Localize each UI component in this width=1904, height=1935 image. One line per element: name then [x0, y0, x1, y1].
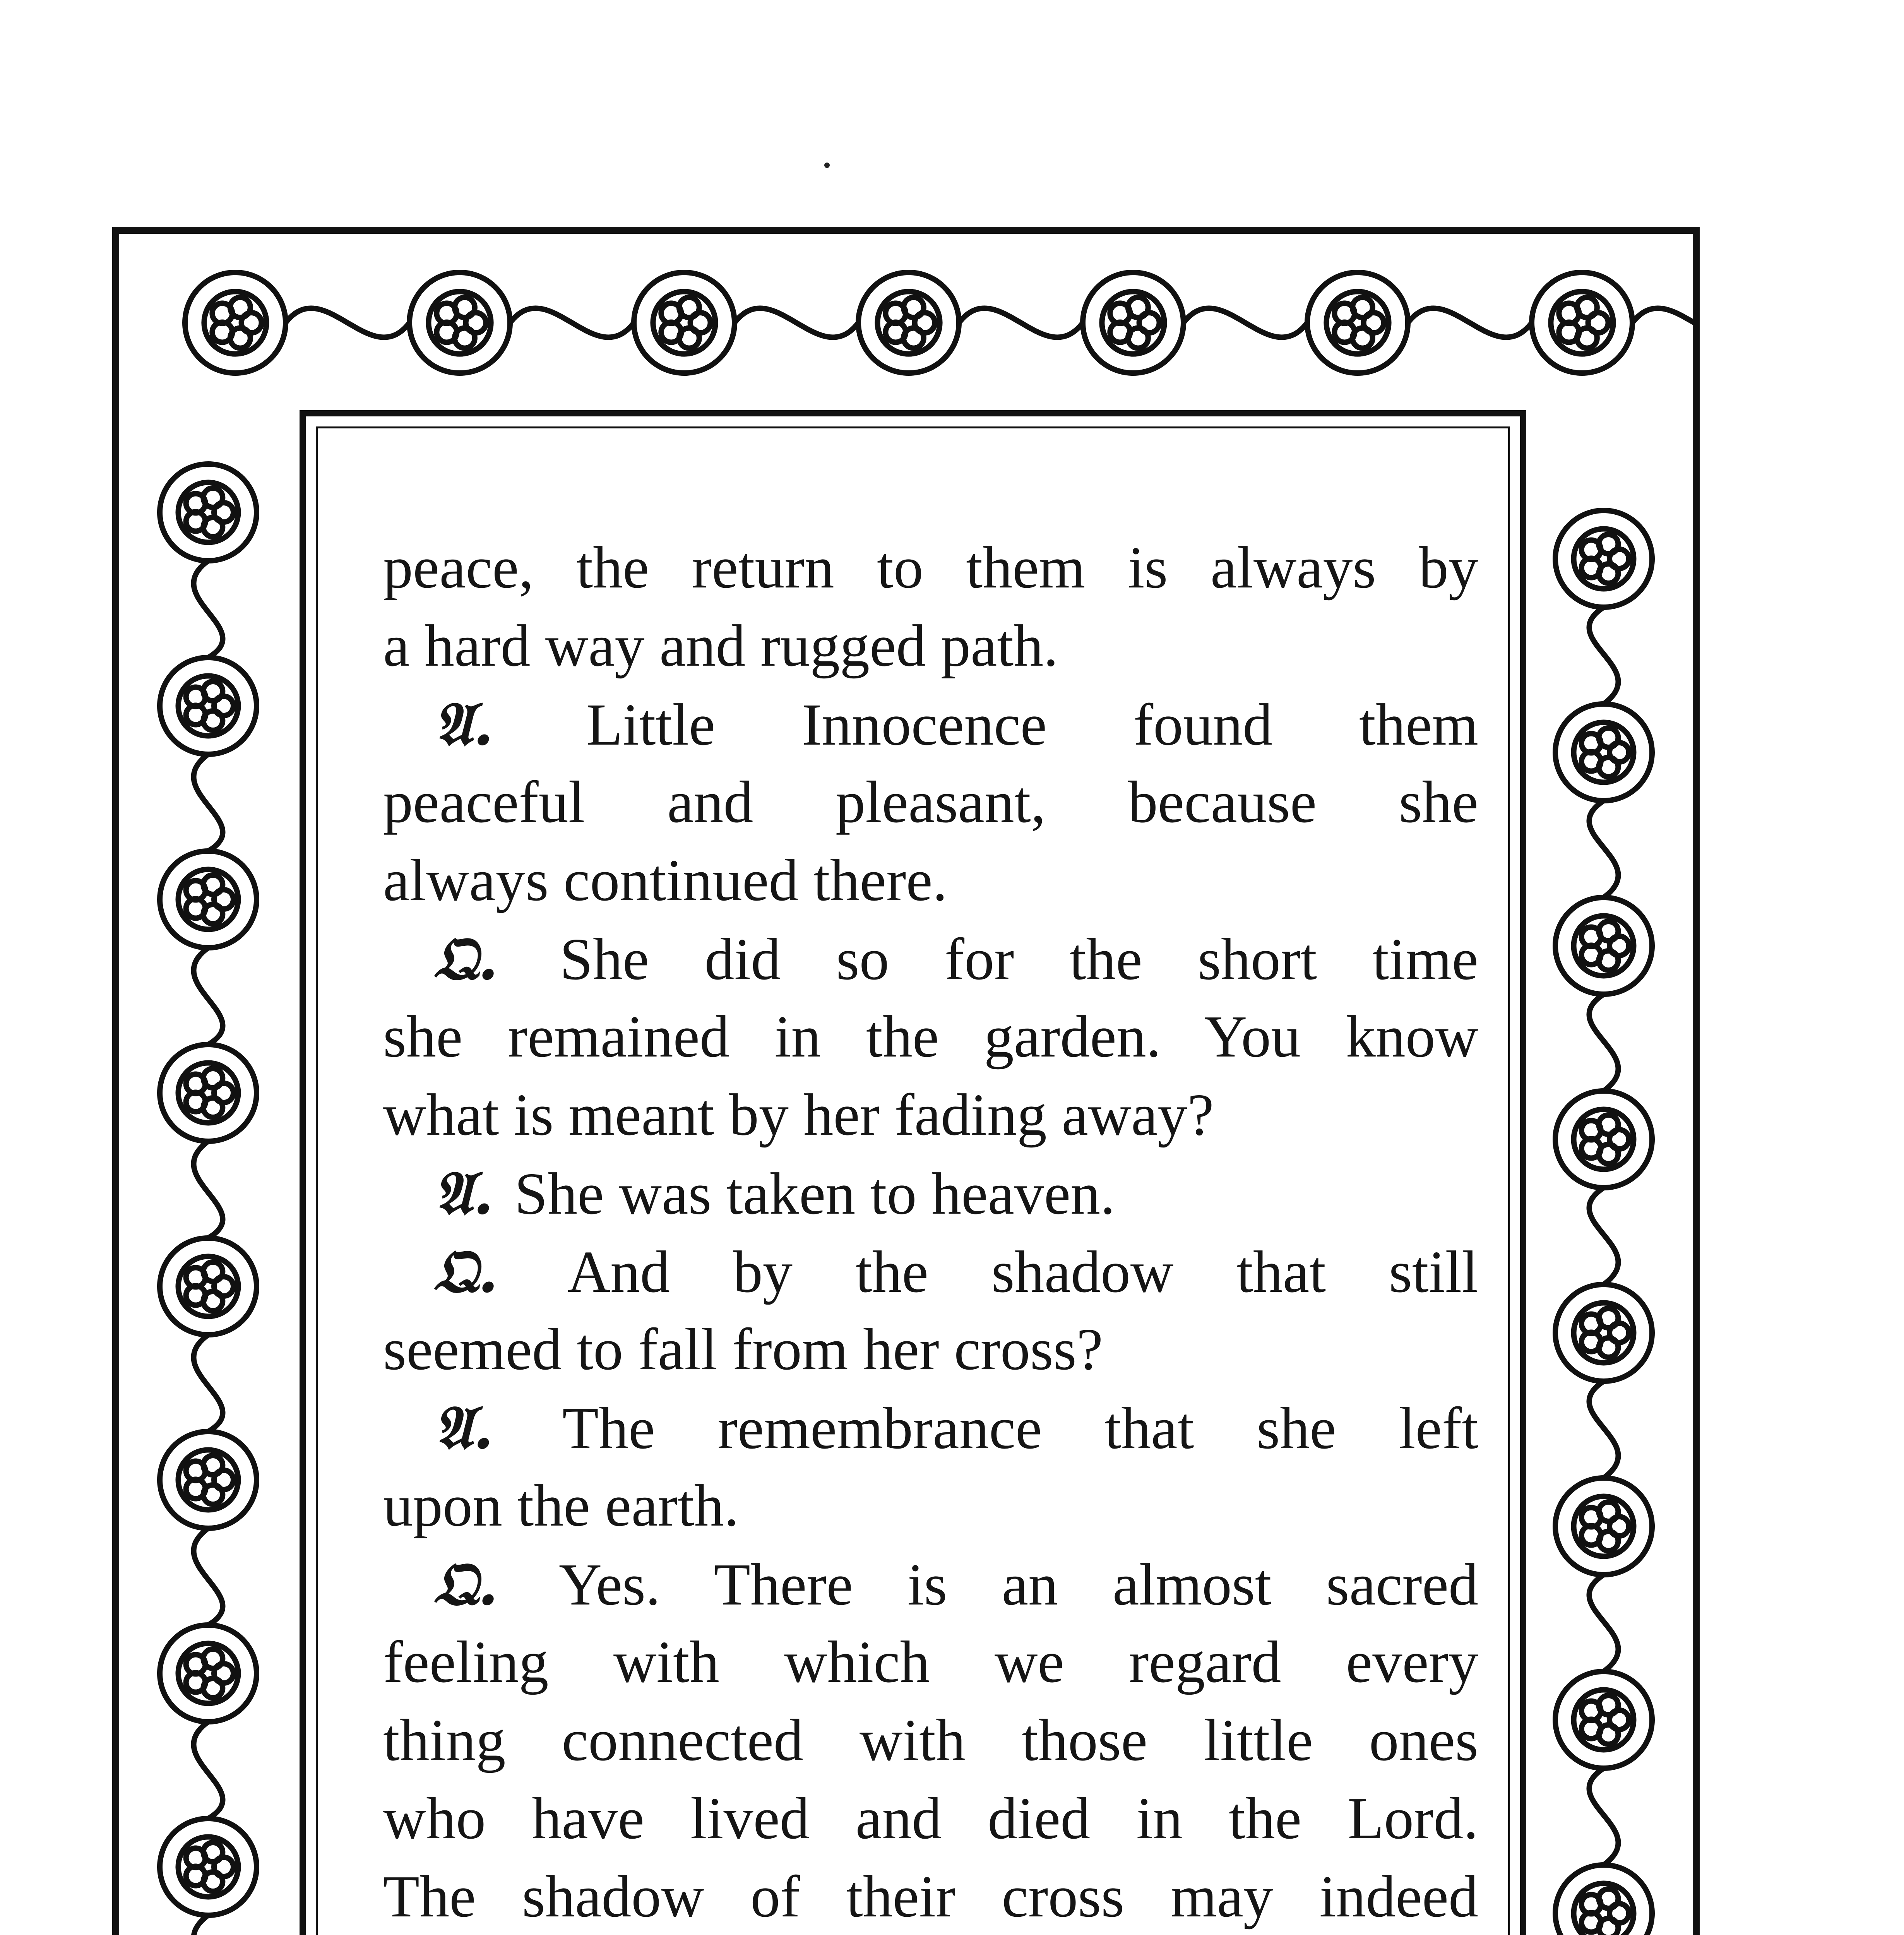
line-text: seemed to fall from her cross? [383, 1317, 1103, 1382]
line-text: And by the shadow that still [567, 1239, 1478, 1305]
text-line [383, 1858, 1478, 1935]
line-text: she remained in the garden. You know [383, 1004, 1478, 1070]
line-text: who have lived and died in the Lord. [383, 1786, 1478, 1851]
line-text: peace, the return to them is always by [383, 535, 1478, 601]
text-line [383, 763, 1478, 841]
speaker-marker: 𝔔. [433, 923, 560, 993]
text-line [383, 998, 1478, 1076]
text-line [383, 920, 1478, 998]
speaker-marker: 𝔄. [433, 689, 586, 759]
speaker-marker: 𝔔. [433, 1549, 559, 1619]
line-text: thing connected with those little ones [383, 1707, 1478, 1773]
text-line [383, 1310, 1478, 1389]
text-line [383, 1701, 1478, 1779]
line-text: upon the earth. [383, 1473, 739, 1539]
line-text: peaceful and pleasant, because she [383, 769, 1478, 835]
line-text: always continued there. [383, 848, 948, 913]
text-line [383, 685, 1478, 763]
text-line [383, 529, 1478, 607]
speaker-marker: 𝔄. [433, 1158, 515, 1228]
line-text: She did so for the short time [560, 926, 1478, 992]
text-line [383, 1154, 1478, 1232]
ornamental-border-frame [112, 227, 1700, 1935]
speaker-marker: 𝔔. [433, 1236, 567, 1306]
line-text: She was taken to heaven. [514, 1161, 1115, 1227]
text-panel [300, 410, 1526, 1935]
text-line [383, 1623, 1478, 1701]
line-text: a hard way and rugged path. [383, 613, 1058, 679]
text-line [383, 607, 1478, 685]
text-line [383, 1467, 1478, 1545]
page-text [383, 529, 1478, 1935]
line-text: Yes. There is an almost sacred [559, 1552, 1479, 1618]
line-text: what is meant by her fading away? [383, 1082, 1214, 1148]
text-line [383, 1076, 1478, 1154]
line-text: feeling with which we regard every [383, 1629, 1478, 1695]
text-line [383, 1389, 1478, 1467]
print-speck [824, 163, 830, 168]
line-text: The shadow of their cross may indeed [383, 1864, 1478, 1930]
text-line [383, 1545, 1478, 1623]
text-line [383, 1232, 1478, 1310]
line-text: The remembrance that she left [562, 1396, 1478, 1461]
speaker-marker: 𝔄. [433, 1392, 562, 1462]
text-line [383, 1779, 1478, 1858]
text-line [383, 841, 1478, 920]
line-text: Little Innocence found them [586, 692, 1478, 758]
